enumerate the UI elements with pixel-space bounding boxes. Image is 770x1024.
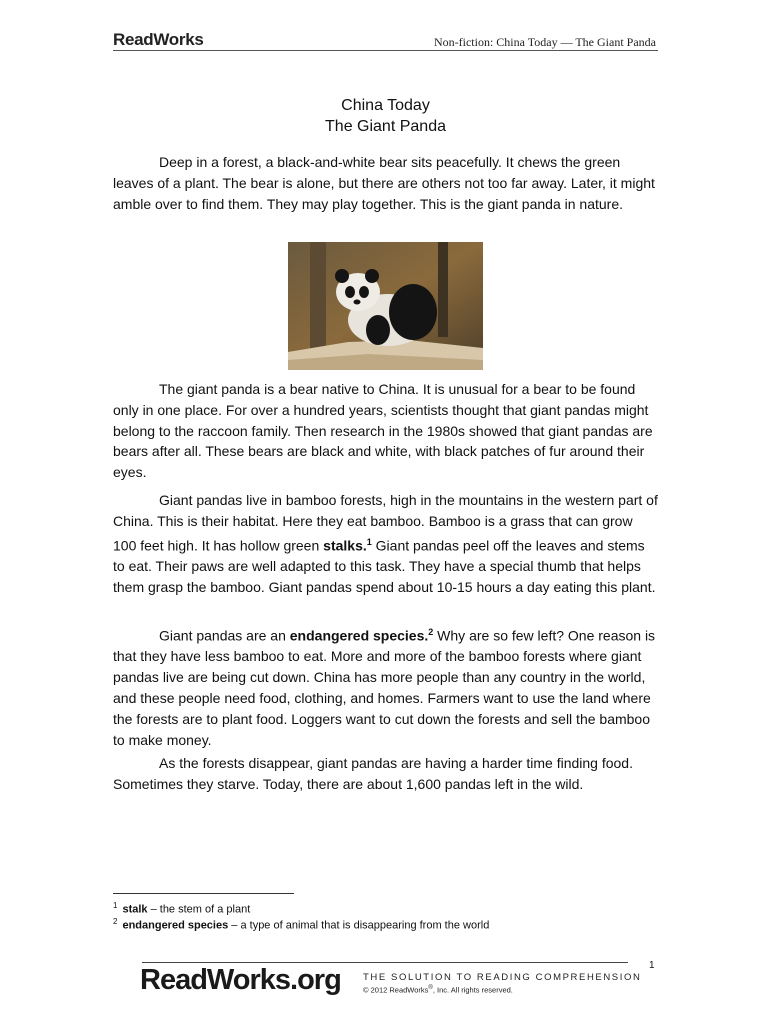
footnote-ref-2: 2 — [428, 627, 434, 637]
footer-tagline: THE SOLUTION TO READING COMPREHENSION — [363, 972, 642, 983]
footnote-divider — [113, 893, 294, 894]
footnote-ref-1: 1 — [366, 536, 372, 547]
footer-divider — [142, 962, 628, 963]
paragraph-3-part-a: Giant pandas live in bamboo forests, high in the mountains in the western part of China. This is their habitat. Here they eat bamboo. Bamboo is a grass that can grow 100 feet high. It has hollow green — [113, 492, 658, 554]
paragraph-4-part-a: Giant pandas are an — [159, 627, 290, 644]
paragraph-3 — [113, 490, 658, 598]
footnote-2 — [113, 917, 489, 932]
panda-photo — [288, 242, 483, 370]
term-stalks: stalks. — [323, 537, 367, 554]
footnote-2-definition: – a type of animal that is disappearing from the world — [228, 919, 490, 932]
title-line-2: The Giant Panda — [325, 118, 446, 135]
footer-logo: ReadWorks.org — [140, 964, 341, 996]
paragraph-3-text — [113, 490, 658, 598]
title-line-1: China Today — [341, 97, 430, 114]
page-title — [113, 95, 658, 137]
header-logo: ReadWorks — [113, 30, 204, 49]
header-divider — [113, 50, 658, 51]
paragraph-4-part-b: Why are so few left? One reason is that they have less bamboo to eat. More and more of the bamboo forests where giant pandas live are being cut down. China has more people than any country in the world, and these people need food, clothing, and homes. Farmers want to use the land where the forests are to plant food. Loggers want to cut down the forests and sell the bamboo to make money. — [113, 627, 656, 748]
copyright-text-a: © 2012 ReadWorks — [363, 985, 429, 995]
paragraph-4 — [113, 622, 658, 750]
footnote-1-term: stalk — [122, 903, 148, 916]
header-document-label: Non-fiction: China Today — The Giant Panda — [433, 35, 656, 49]
footnote-1 — [113, 901, 250, 916]
paragraph-3-part-b: Giant pandas peel off the leaves and stems to eat. Their paws are well adapted to this task. They have a special thumb that helps them grasp the bamboo. Giant pandas spend about 10-15 hours a day eating this plant. — [113, 537, 656, 595]
term-endangered-species: endangered species. — [289, 627, 429, 644]
footnote-2-term: endangered species — [122, 919, 229, 932]
registered-mark: ® — [428, 985, 433, 991]
page-number: 1 — [649, 960, 655, 971]
paragraph-5-text: As the forests disappear, giant pandas are having a harder time finding food. Sometimes they starve. Today, there are about 1,600 pandas left in the wild. — [113, 755, 633, 792]
footnote-1-number: 1 — [113, 901, 118, 910]
paragraph-1-text: Deep in a forest, a black-and-white bear sits peacefully. It chews the green leaves of a plant. The bear is alone, but there are others not too far away. Later, it might amble over to find them. They may play together. This is the giant panda in nature. — [113, 154, 655, 212]
paragraph-2-text: The giant panda is a bear native to China. It is unusual for a bear to be found only in one place. For over a hundred years, scientists thought that giant pandas might belong to the raccoon family. Then research in the 1980s showed that giant pandas are bears after all. These bears are black and white, with black patches of fur around their eyes. — [113, 381, 653, 481]
paragraph-5 — [113, 753, 658, 795]
footnote-2-number: 2 — [113, 917, 118, 926]
footnote-1-definition: – the stem of a plant — [147, 903, 251, 916]
footer-copyright — [363, 985, 513, 995]
paragraph-1 — [113, 152, 658, 214]
paragraph-4-text — [113, 622, 658, 750]
copyright-text-b: , Inc. All rights reserved. — [432, 985, 513, 995]
paragraph-2 — [113, 379, 658, 483]
